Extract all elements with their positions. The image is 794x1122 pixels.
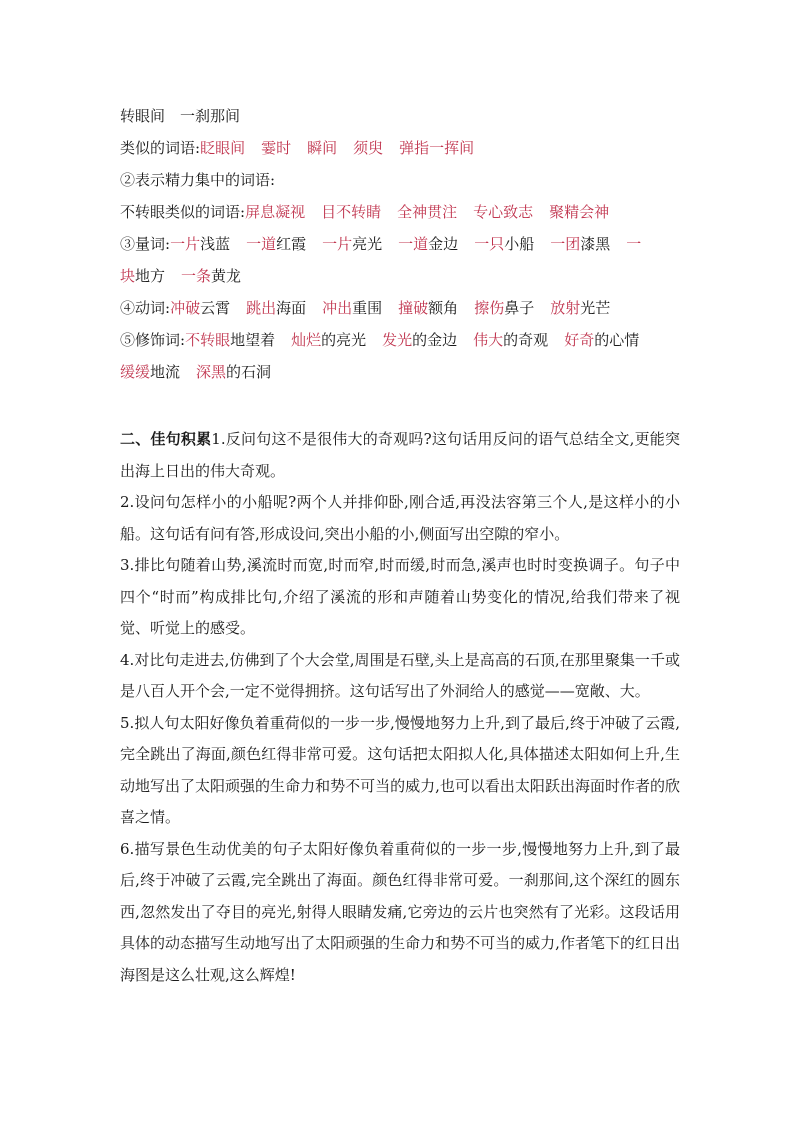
modifier-word: 发光 xyxy=(382,331,413,349)
quantifier-word: 一团 xyxy=(550,235,581,253)
content-area xyxy=(120,100,680,991)
quantifier-word: 块 xyxy=(120,267,136,285)
quantifier-word: 一片 xyxy=(170,235,201,253)
similar-word: 霎时 xyxy=(261,139,292,157)
similar-word: 须臾 xyxy=(353,139,384,157)
quantifier-word: 一片 xyxy=(322,235,353,253)
verb-object: 重围 xyxy=(352,299,383,317)
sentence-item-3: 3.排比句随着山势,溪流时而宽,时而窄,时而缓,时而急,溪声也时时变换调子。句子中四个“时而”构成排比句,介绍了溪流的形和声随着山势变化的情况,给我们带来了视觉、听觉上的感受。 xyxy=(120,556,680,637)
quantifier-noun: 红霞 xyxy=(276,235,307,253)
modifier-prefix: ⑤修饰词: xyxy=(120,331,186,349)
section-spacer xyxy=(120,388,680,424)
modifier-rest: 的心情 xyxy=(594,331,640,349)
verb-object: 光芒 xyxy=(580,299,611,317)
sentence-text: 1.反问句这不是很伟大的奇观吗?这句话用反问的语气总结全文,更能突出海上日出的伟大奇观。 xyxy=(120,430,680,480)
similar-word: 瞬间 xyxy=(307,139,338,157)
vocab-line-focus xyxy=(120,196,680,228)
modifier-word: 缓缓 xyxy=(120,363,151,381)
modifier-word: 伟大 xyxy=(473,331,504,349)
vocab-line-quantifier-2 xyxy=(120,260,680,292)
focus-prefix: 不转眼类似的词语: xyxy=(120,203,246,221)
verb-object: 云霄 xyxy=(200,299,231,317)
vocab-line-quantifier-1 xyxy=(120,228,680,260)
verb-word: 撞破 xyxy=(398,299,429,317)
verb-word: 冲破 xyxy=(170,299,201,317)
quantifier-noun: 漆黑 xyxy=(580,235,611,253)
verb-prefix: ④动词: xyxy=(120,299,171,317)
similar-word: 弹指一挥间 xyxy=(399,139,475,157)
modifier-word: 灿烂 xyxy=(291,331,322,349)
section-heading: 二、佳句积累 xyxy=(120,430,212,448)
modifier-word: 不转眼 xyxy=(185,331,231,349)
quantifier-word: 一道 xyxy=(398,235,429,253)
quantifier-noun: 小船 xyxy=(504,235,535,253)
modifier-rest: 的金边 xyxy=(412,331,458,349)
modifier-rest: 的奇观 xyxy=(503,331,549,349)
quantifier-noun: 亮光 xyxy=(352,235,383,253)
similar-prefix: 类似的词语: xyxy=(120,139,201,157)
verb-word: 冲出 xyxy=(322,299,353,317)
sentence-item-2: 2.设问句怎样小的小船呢?两个人并排仰卧,刚合适,再没法容第三个人,是这样小的小船。这句话有问有答,形成设问,突出小船的小,侧面写出空隙的窄小。 xyxy=(120,493,680,543)
quantifier-word: 一道 xyxy=(246,235,277,253)
verb-word: 放射 xyxy=(550,299,581,317)
quantifier-word: 一只 xyxy=(474,235,505,253)
vocab-line-similar xyxy=(120,132,680,164)
verb-object: 鼻子 xyxy=(504,299,535,317)
modifier-word: 深黑 xyxy=(196,363,227,381)
sentence-item-6: 6.描写景色生动优美的句子太阳好像负着重荷似的一步一步,慢慢地努力上升,到了最后,终于冲破了云霞,完全跳出了海面。颜色红得非常可爱。一刹那间,这个深红的圆东西,忽然发出了夺目的亮光,射得人眼睛发痛,它旁边的云片也突然有了光彩。这段话用具体的动态描写生动地写出了太阳顽强的生命力和势不可当的威力,作者笔下的红日出海图是这么壮观,这么辉煌! xyxy=(120,839,680,984)
quantifier-noun: 地方 xyxy=(135,267,166,285)
focus-word: 屏息凝视 xyxy=(245,203,306,221)
verb-object: 额角 xyxy=(428,299,459,317)
modifier-rest: 地望着 xyxy=(230,331,276,349)
modifier-rest: 的亮光 xyxy=(321,331,367,349)
vocab-line-transfer: 转眼间 一刹那间 xyxy=(120,107,241,125)
verb-word: 跳出 xyxy=(246,299,277,317)
quantifier-word: 一 xyxy=(626,235,642,253)
vocab-line-modifiers-1 xyxy=(120,324,680,356)
focus-word: 专心致志 xyxy=(473,203,534,221)
quantifier-noun: 金边 xyxy=(428,235,459,253)
similar-word: 眨眼间 xyxy=(200,139,246,157)
quantifier-prefix: ③量词: xyxy=(120,235,171,253)
modifier-rest: 的石洞 xyxy=(226,363,272,381)
focus-word: 全神贯注 xyxy=(397,203,458,221)
vocab-line-verbs xyxy=(120,292,680,324)
quantifier-word: 一条 xyxy=(181,267,212,285)
verb-word: 擦伤 xyxy=(474,299,505,317)
vocab-line-modifiers-2 xyxy=(120,356,680,388)
sentence-item-4: 4.对比句走进去,仿佛到了个大会堂,周围是石壁,头上是高高的石顶,在那里聚集一千或是八百人开个会,一定不觉得拥挤。这句话写出了外洞给人的感觉——宽敞、大。 xyxy=(120,650,680,700)
sentence-item-5: 5.拟人句太阳好像负着重荷似的一步一步,慢慢地努力上升,到了最后,终于冲破了云霞,完全跳出了海面,颜色红得非常可爱。这句话把太阳拟人化,具体描述太阳如何上升,生动地写出了太阳顽强的生命力和势不可当的威力,也可以看出太阳跃出海面时作者的欣喜之情。 xyxy=(120,713,680,826)
quantifier-noun: 黄龙 xyxy=(211,267,242,285)
modifier-rest: 地流 xyxy=(150,363,181,381)
focus-word: 聚精会神 xyxy=(549,203,610,221)
verb-object: 海面 xyxy=(276,299,307,317)
sentence-item-1 xyxy=(120,424,680,487)
modifier-word: 好奇 xyxy=(564,331,595,349)
vocab-focus-title: ②表示精力集中的词语: xyxy=(120,171,276,189)
quantifier-noun: 浅蓝 xyxy=(200,235,231,253)
focus-word: 目不转睛 xyxy=(321,203,382,221)
